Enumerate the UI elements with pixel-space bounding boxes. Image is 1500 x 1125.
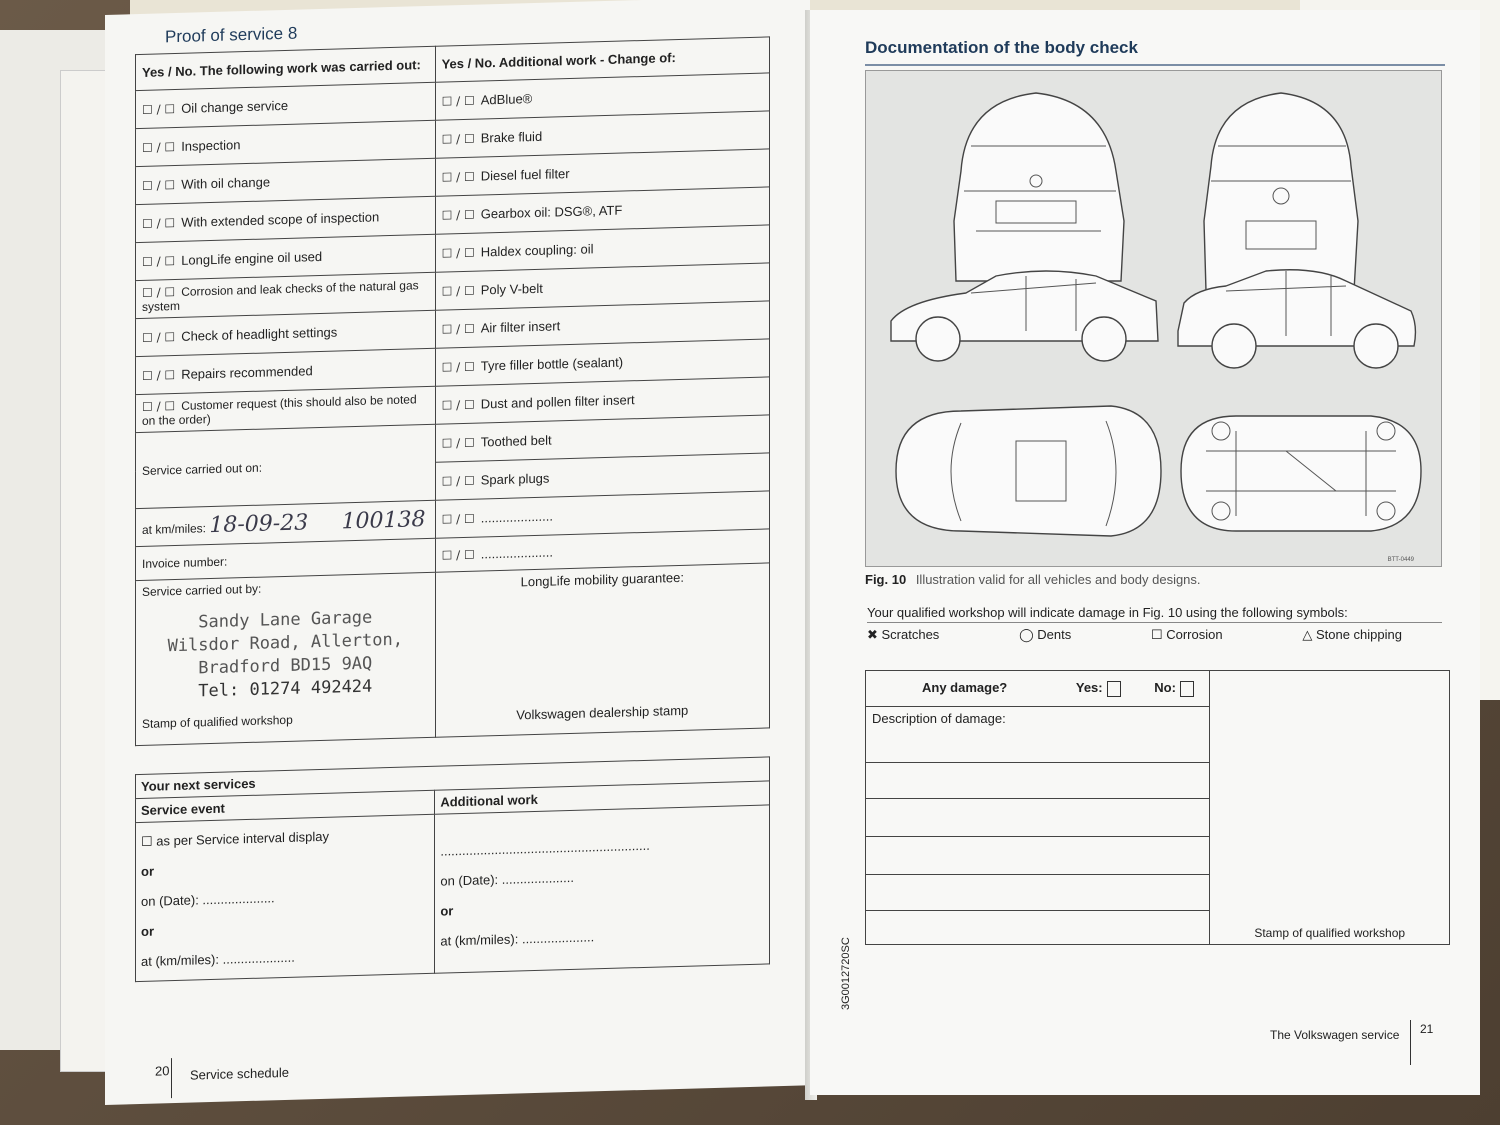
additional-header: Yes / No. Additional work - Change of:	[435, 37, 769, 82]
right-page-number: 21	[1420, 1022, 1434, 1036]
figure-caption-text: Illustration valid for all vehicles and body designs.	[915, 572, 1201, 587]
work-row-inspection[interactable]: ☐ / ☐ Inspection	[136, 120, 436, 166]
work-header: Yes / No. The following work was carried out:	[136, 46, 436, 90]
work-row-repairs[interactable]: ☐ / ☐ Repairs recommended	[136, 348, 436, 394]
work-row-headlight[interactable]: ☐ / ☐ Check of headlight settings	[136, 310, 436, 356]
damage-line[interactable]	[866, 911, 1210, 945]
right-page-footer: The Volkswagen service	[1270, 1028, 1400, 1042]
work-row-with-oil-change[interactable]: ☐ / ☐ With oil change	[136, 158, 436, 204]
damage-table	[865, 670, 1450, 945]
service-date-cell	[136, 424, 436, 508]
longlife-guarantee-label: LongLife mobility guarantee:	[520, 569, 684, 590]
work-row-gas-checks[interactable]: ☐ / ☐ Corrosion and leak checks of the natural gas system	[136, 272, 436, 318]
work-row-extended-inspection[interactable]: ☐ / ☐ With extended scope of inspection	[136, 196, 436, 242]
figure-label: Fig. 10	[865, 572, 907, 587]
next-date-field[interactable]: on (Date): ....................	[141, 890, 275, 909]
symbol-scratches: ✖ Scratches	[867, 627, 940, 642]
work-row-longlife-oil[interactable]: ☐ / ☐ LongLife engine oil used	[136, 234, 436, 280]
additional-row-tyre-filler[interactable]: ☐ / ☐ Tyre filler bottle (sealant)	[435, 339, 769, 386]
additional-row-haldex[interactable]: ☐ / ☐ Haldex coupling: oil	[435, 225, 769, 272]
additional-row-blank-1[interactable]: ☐ / ☐ ....................	[435, 491, 769, 538]
additional-row-spark-plugs[interactable]: ☐ / ☐ Spark plugs	[435, 453, 769, 500]
damage-symbols-legend	[867, 605, 1442, 643]
work-row-oil-change[interactable]: ☐ / ☐ Oil change service	[136, 82, 436, 128]
additional-row-brake-fluid[interactable]: ☐ / ☐ Brake fluid	[435, 111, 769, 158]
figure-caption	[865, 572, 1201, 587]
additional-row-pollen-filter[interactable]: ☐ / ☐ Dust and pollen filter insert	[435, 377, 769, 424]
no-checkbox[interactable]	[1180, 681, 1194, 697]
service-booklet	[105, 10, 1485, 1110]
additional-date-field[interactable]: on (Date): ....................	[440, 869, 574, 889]
service-event-cell: ☐ as per Service interval display or on (Date): .................... or at (km/miles): ....................	[136, 814, 435, 981]
stamp-qualified-label: Stamp of qualified workshop	[142, 712, 293, 731]
workshop-stamp-area	[1210, 671, 1450, 945]
left-page-section: Service schedule	[190, 1064, 289, 1083]
body-check-title: Documentation of the body check	[865, 38, 1138, 57]
service-event-header: Service event	[136, 790, 435, 822]
additional-row-diesel-filter[interactable]: ☐ / ☐ Diesel fuel filter	[435, 149, 769, 196]
next-services-title: Your next services	[136, 757, 770, 799]
car-side-view-left	[891, 271, 1158, 361]
invoice-number-cell: Invoice number:	[136, 538, 436, 580]
symbol-stone-chipping: △ Stone chipping	[1302, 627, 1402, 642]
additional-work-cell: .......................................................... on (Date): .................... or at (km/miles): ....................	[435, 805, 770, 973]
symbol-corrosion: ☐ Corrosion	[1150, 627, 1223, 642]
dealer-stamp-cell	[435, 563, 769, 737]
handwritten-mileage: 100138	[341, 507, 426, 535]
service-by-label: Service carried out by:	[142, 581, 262, 599]
yes-checkbox[interactable]	[1107, 681, 1121, 697]
car-rear-view	[954, 93, 1124, 281]
additional-work-field[interactable]: ..........................................................	[440, 837, 650, 859]
handwritten-date: 18-09-23	[209, 510, 309, 539]
any-damage-row	[866, 671, 1210, 707]
additional-row-blank-2[interactable]: ☐ / ☐ ....................	[435, 529, 769, 572]
legend-intro: Your qualified workshop will indicate damage in Fig. 10 using the following symbols:	[867, 605, 1442, 623]
proof-of-service-title: Proof of service 8	[165, 23, 298, 47]
damage-line[interactable]	[866, 799, 1210, 837]
interval-display-option[interactable]: ☐ as per Service interval display	[141, 828, 329, 849]
damage-line[interactable]	[866, 875, 1210, 911]
additional-row-toothed-belt[interactable]: ☐ / ☐ Toothed belt	[435, 415, 769, 462]
next-services-table	[135, 756, 770, 982]
service-carried-out-on-label: Service carried out on:	[142, 460, 263, 478]
left-page-number: 20	[155, 1063, 170, 1079]
document-code: 3G0012720SC	[840, 937, 852, 1010]
symbol-dents: ◯ Dents	[1019, 627, 1072, 642]
damage-description-field[interactable]: Description of damage:	[866, 707, 1210, 763]
additional-work-header: Additional work	[435, 781, 770, 814]
additional-km-field[interactable]: at (km/miles): ....................	[440, 929, 595, 949]
car-illustration	[865, 70, 1442, 567]
no-label: No:	[1154, 680, 1176, 696]
car-diagram	[866, 71, 1441, 566]
right-page	[810, 10, 1480, 1095]
service-form-table	[135, 36, 770, 746]
km-miles-label: at km/miles:	[142, 521, 207, 537]
workshop-stamp-cell	[136, 572, 436, 745]
additional-row-air-filter[interactable]: ☐ / ☐ Air filter insert	[435, 301, 769, 348]
damage-line[interactable]	[866, 837, 1210, 875]
additional-row-gearbox-oil[interactable]: ☐ / ☐ Gearbox oil: DSG®, ATF	[435, 187, 769, 234]
next-km-field[interactable]: at (km/miles): ....................	[141, 949, 295, 969]
garage-stamp: Sandy Lane Garage Wilsdor Road, Allerton, Bradford BD15 9AQ Tel: 01274 492424	[167, 607, 403, 702]
work-row-customer-request[interactable]: ☐ / ☐ Customer request (this should also be noted on the order)	[136, 386, 436, 432]
left-page	[105, 0, 810, 1105]
additional-row-poly-vbelt[interactable]: ☐ / ☐ Poly V-belt	[435, 263, 769, 310]
additional-row-adblue[interactable]: ☐ / ☐ AdBlue®	[435, 73, 769, 120]
car-top-view	[896, 406, 1161, 536]
damage-line[interactable]	[866, 763, 1210, 799]
workshop-stamp-label: Stamp of qualified workshop	[1254, 926, 1406, 940]
car-front-view	[1204, 93, 1358, 291]
dealer-stamp-label: Volkswagen dealership stamp	[516, 702, 689, 723]
any-damage-label: Any damage?	[922, 680, 1008, 696]
figure-code: BTT-0449	[1387, 557, 1414, 563]
yes-label: Yes:	[1075, 680, 1103, 696]
car-underbody-view	[1181, 416, 1421, 531]
